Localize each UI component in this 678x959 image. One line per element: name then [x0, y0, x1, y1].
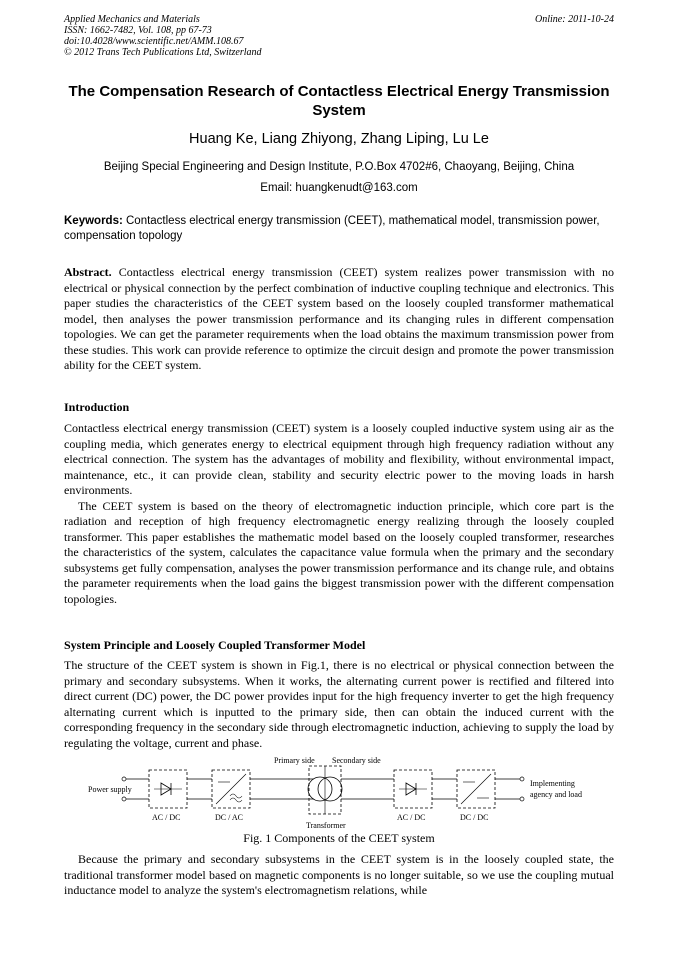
figure-ceet-components: [64, 752, 614, 832]
introduction-paragraph-1: Contactless electrical energy transmission (CEET) system is a loosely coupled inductive system using air as the coupling media, which generates energy to electrical equipment through high frequency radiation without any electrical connection. The system has the advantages of mobility and flexibility, without environmental impact, maintenance, etc., it can provide clean, stability and security electric power to the moving loads in harsh environments.: [64, 421, 614, 497]
load-label-line1: Implementing: [530, 779, 575, 788]
figure-caption: Fig. 1 Components of the CEET system: [243, 831, 435, 845]
load-label-line2: agency and load: [530, 790, 582, 799]
issn-line: ISSN: 1662-7482, Vol. 108, pp 67-73: [64, 25, 212, 36]
keywords-label: Keywords:: [64, 215, 123, 227]
journal-header: [64, 14, 262, 58]
transformer-label: Transformer: [306, 821, 346, 830]
introduction-body: [64, 421, 614, 607]
keywords-text: Contactless electrical energy transmission (CEET), mathematical model, transmission power, compensation topology: [64, 215, 600, 242]
continuing-paragraph: Because the primary and secondary subsystems in the CEET system is in the loosely coupled state, the traditional transformer model based on magnetic components is no longer suitable, so we use the coupling mutual inductance model to analyze the system's electromagnetism relations, while: [64, 852, 614, 897]
introduction-heading: Introduction: [64, 400, 130, 414]
keywords-block: [64, 214, 614, 244]
block-dcac-label: DC / AC: [215, 813, 244, 822]
author-list: Huang Ke, Liang Zhiyong, Zhang Liping, Lu Le: [189, 131, 489, 147]
secondary-coil-symbol: [318, 777, 342, 801]
section-paragraph: The structure of the CEET system is shown in Fig.1, there is no electrical or physical connection between the primary and secondary subsystems. When it works, the alternating current power is rectified and filtered into direct current (DC) power, the DC power provides input for the high frequency inverter to get the high frequency alternating current which is inputted to the primary side, then can obtain the induced current with the corresponding frequency in the secondary side through electromagnetic induction, achieving to supply the load by regulating the voltage, current and phase.: [64, 658, 614, 750]
email-line[interactable]: Email: huangkenudt@163.com: [260, 182, 418, 194]
block-acdc-label: AC / DC: [152, 813, 181, 822]
block-acdc2-label: AC / DC: [397, 813, 426, 822]
primary-side-label: Primary side: [274, 756, 315, 765]
online-date: Online: 2011-10-24: [535, 14, 614, 25]
section-heading-system-principle: System Principle and Loosely Coupled Transformer Model: [64, 638, 366, 652]
affiliation: Beijing Special Engineering and Design Institute, P.O.Box 4702#6, Chaoyang, Beijing, China: [103, 161, 575, 173]
abstract-text: Contactless electrical energy transmission (CEET) system realizes power transmission with no electrical or physical connection by the perfect combination of inductive coupling technique and electronics. This paper studies the characteristics of the CEET system based on the loosely coupled transformer mathematical model, then analyses the power transmission performance and its changing rules in different compensation topologies. We can get the parameter requirements when the load obtains the maximum transmission power from these studies. This work can provide reference to optimize the circuit design and promote the power transmission ability for the CEET system.: [64, 265, 614, 372]
paper-title: The Compensation Research of Contactless Electrical Energy Transmission System: [68, 83, 610, 119]
abstract-label: Abstract.: [64, 265, 112, 279]
secondary-side-label: Secondary side: [332, 756, 381, 765]
power-supply-label: Power supply: [88, 785, 132, 794]
journal-name: Applied Mechanics and Materials: [64, 14, 200, 25]
doi-line[interactable]: doi:10.4028/www.scientific.net/AMM.108.67: [64, 36, 244, 47]
copyright-line: © 2012 Trans Tech Publications Ltd, Switzerland: [64, 47, 262, 58]
block-dcdc-label: DC / DC: [460, 813, 489, 822]
introduction-paragraph-2: The CEET system is based on the theory of electromagnetic induction principle, which core part is the radiation and reception of high frequency electromagnetic energy realizing through the loosely coupled transformer. This paper establishes the mathematic model based on the loosely coupled transformer, researches the characteristics of the system, calculates the capacitance value formula when the primary and the secondary subsystems get fully compensation, analyses the power transmission performance and its change rule, and obtains the parameter requirements when the load gains the biggest transmission power with the different compensation topologies.: [64, 498, 614, 606]
abstract-block: [64, 265, 614, 374]
primary-coil-symbol: [308, 777, 332, 801]
